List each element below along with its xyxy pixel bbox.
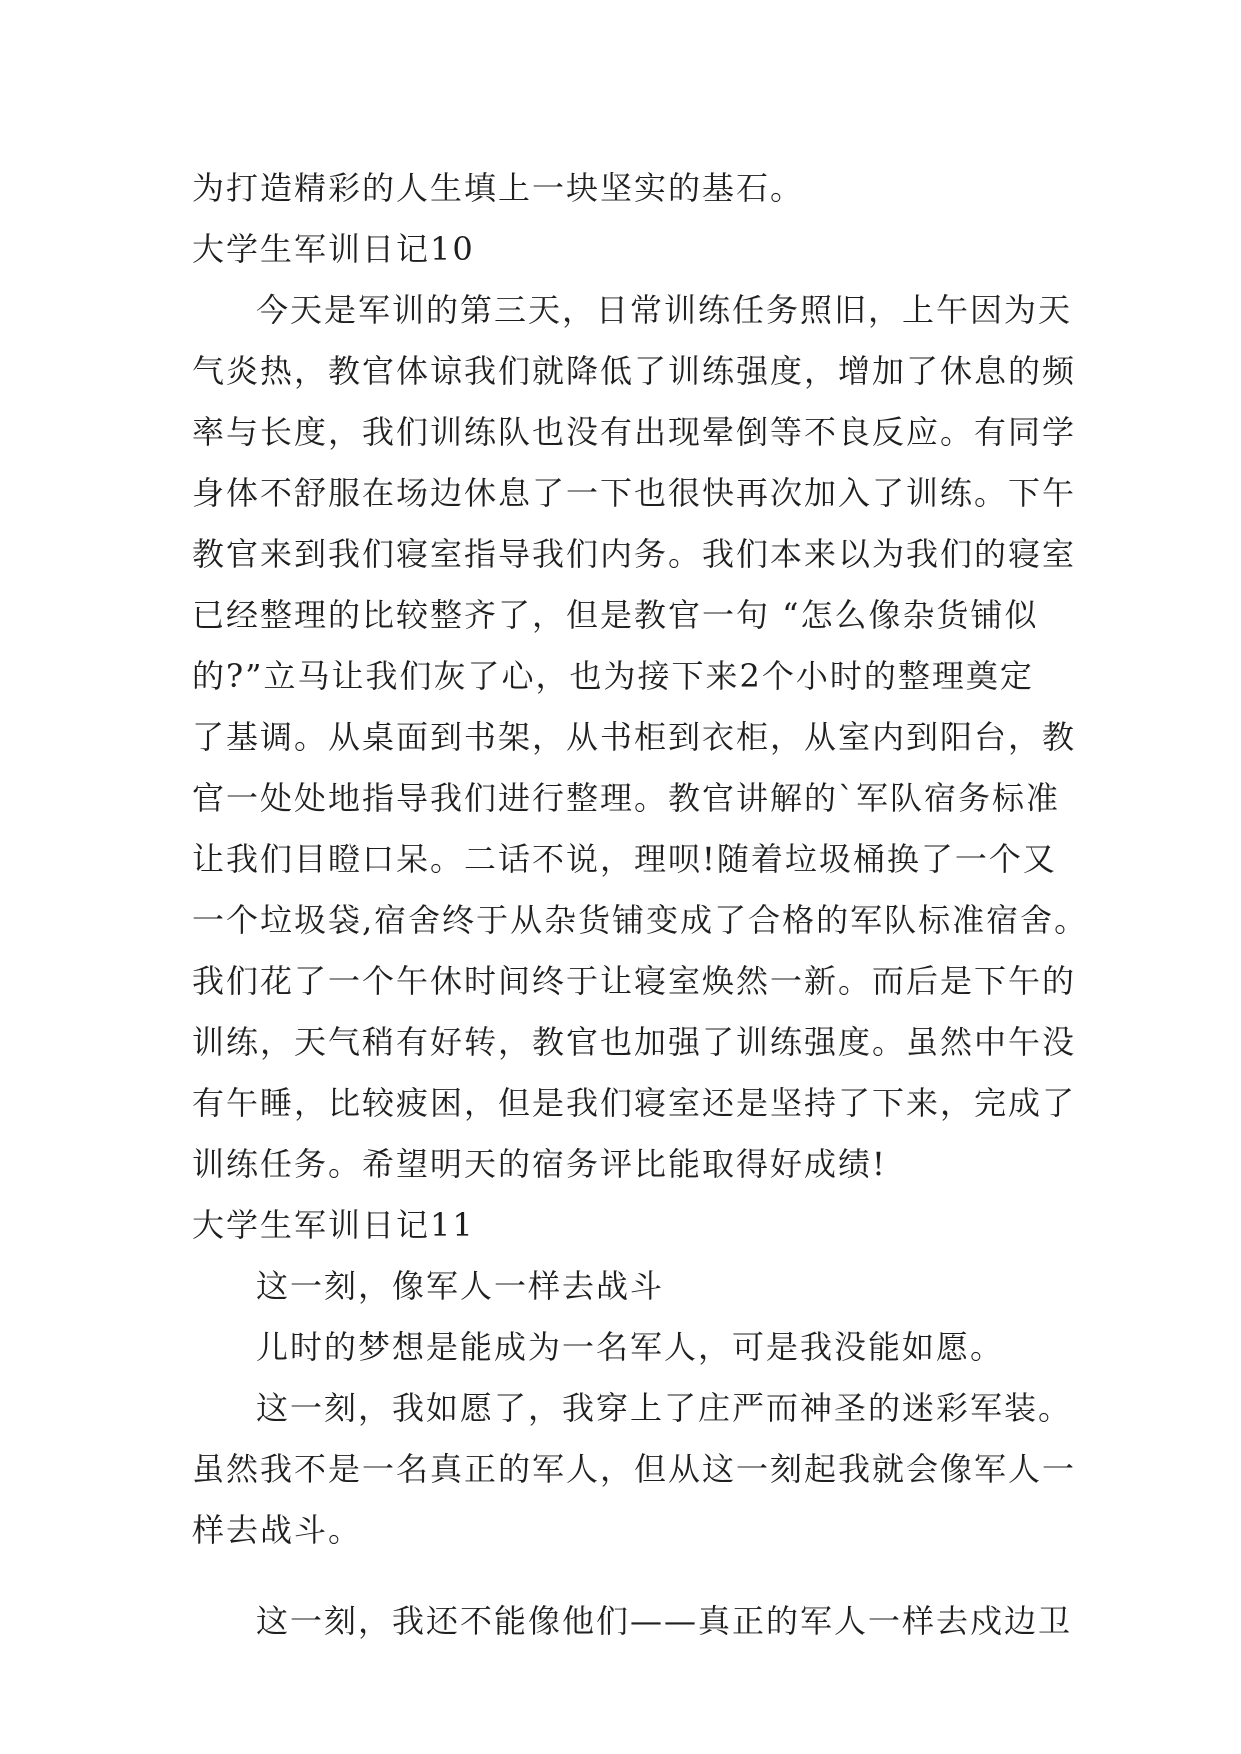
paragraph-line: 虽然我不是一名真正的军人，但从这一刻起我就会像军人一 xyxy=(192,1450,1077,1488)
paragraph-line: 让我们目瞪口呆。二话不说，理呗!随着垃圾桶换了一个又 xyxy=(192,840,1057,878)
paragraph-line: 的?”立马让我们灰了心，也为接下来2个小时的整理奠定 xyxy=(192,657,1034,695)
paragraph-line: 这一刻，我如愿了，我穿上了庄严而神圣的迷彩军装。 xyxy=(256,1389,1073,1427)
paragraph-line: 了基调。从桌面到书架，从书柜到衣柜，从室内到阳台，教 xyxy=(192,718,1077,756)
paragraph-line: 气炎热，教官体谅我们就降低了训练强度，增加了休息的频 xyxy=(192,352,1077,390)
paragraph-line: 率与长度，我们训练队也没有出现晕倒等不良反应。有同学 xyxy=(192,413,1077,451)
paragraph-line: 训练，天气稍有好转，教官也加强了训练强度。虽然中午没 xyxy=(192,1023,1077,1061)
paragraph-line: 身体不舒服在场边休息了一下也很快再次加入了训练。下午 xyxy=(192,474,1077,512)
paragraph-line: 为打造精彩的人生填上一块坚实的基石。 xyxy=(192,169,805,207)
paragraph-line: 我们花了一个午休时间终于让寝室焕然一新。而后是下午的 xyxy=(192,962,1077,1000)
paragraph-line: 教官来到我们寝室指导我们内务。我们本来以为我们的寝室 xyxy=(192,535,1077,573)
document-body xyxy=(192,158,1089,1652)
paragraph-line: 已经整理的比较整齐了，但是教官一句 “怎么像杂货铺似 xyxy=(192,596,1039,634)
paragraph-gap xyxy=(192,1561,1052,1591)
paragraph-line: 这一刻，我还不能像他们——真正的军人一样去戍边卫 xyxy=(256,1602,1073,1640)
paragraph-line: 一个垃圾袋,宿舍终于从杂货铺变成了合格的军队标准宿舍。 xyxy=(192,901,1089,939)
paragraph-line: 儿时的梦想是能成为一名军人，可是我没能如愿。 xyxy=(256,1328,1005,1366)
paragraph-line: 这一刻，像军人一样去战斗 xyxy=(256,1267,665,1305)
paragraph-line: 训练任务。希望明天的宿务评比能取得好成绩! xyxy=(192,1145,887,1183)
section-heading: 大学生军训日记11 xyxy=(192,1206,475,1244)
paragraph-line: 今天是军训的第三天，日常训练任务照旧，上午因为天 xyxy=(256,291,1073,329)
paragraph-line: 样去战斗。 xyxy=(192,1511,363,1549)
section-heading: 大学生军训日记10 xyxy=(192,230,475,268)
paragraph-line: 有午睡，比较疲困，但是我们寝室还是坚持了下来，完成了 xyxy=(192,1084,1077,1122)
paragraph-line: 官一处处地指导我们进行整理。教官讲解的`军队宿务标准 xyxy=(192,779,1061,817)
